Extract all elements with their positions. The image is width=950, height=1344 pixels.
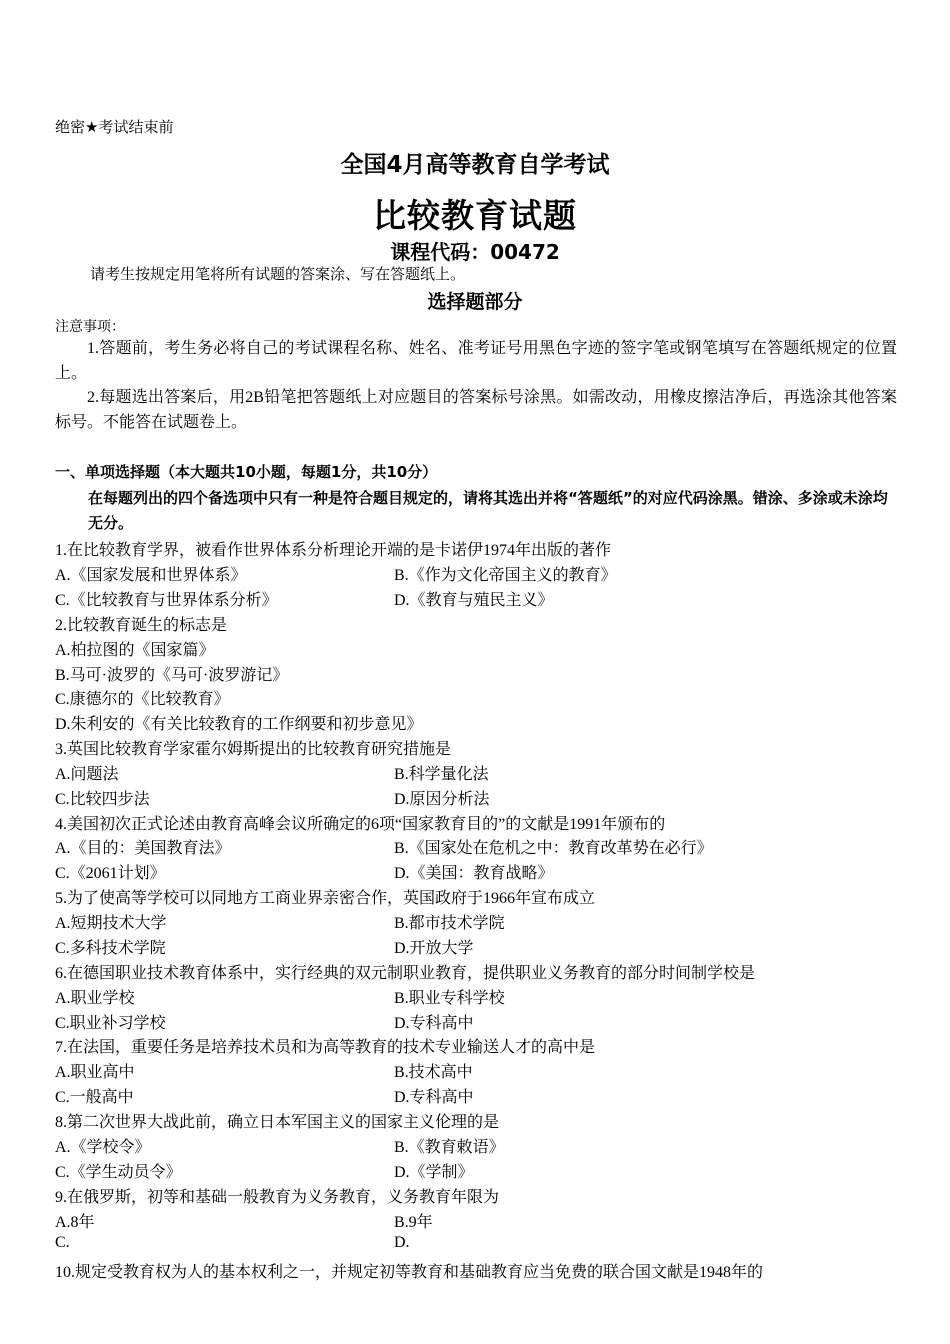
question-option: D.朱利安的《有关比较教育的工作纲要和初步意见》 [55, 716, 423, 733]
note-item: 1.答题前，考生务必将自己的考试课程名称、姓名、准考证号用黑色字迹的签字笔或钢笔填写在答题纸规定的位置上。 [55, 340, 897, 382]
question-stem: 10.规定受教育权为人的基本权利之一，并规定初等教育和基础教育应当免费的联合国文献是1948年的 [55, 1264, 764, 1281]
question-option: B.《教育敕语》 [394, 1139, 505, 1156]
question-option: B.职业专科学校 [394, 990, 505, 1007]
question-option: A.《学校令》 [55, 1139, 151, 1156]
question-option: B.《国家处在危机之中：教育改革势在必行》 [394, 840, 713, 857]
question-option: A.《目的：美国教育法》 [55, 840, 231, 857]
question-option: C.职业补习学校 [55, 1015, 166, 1032]
question-option: D.原因分析法 [394, 791, 490, 808]
question-option: B.马可·波罗的《马可·波罗游记》 [55, 667, 289, 684]
question-stem: 9.在俄罗斯，初等和基础一般教育为义务教育，义务教育年限为 [55, 1189, 500, 1206]
question-option: A.8年 [55, 1214, 95, 1231]
question-option: D.专科高中 [394, 1089, 474, 1106]
question-stem: 2.比较教育诞生的标志是 [55, 617, 228, 634]
question-option: C.《2061计划》 [55, 865, 166, 882]
question-option: B.《作为文化帝国主义的教育》 [394, 567, 617, 584]
section-instruction: 在每题列出的四个备选项中只有一种是符合题目规定的，请将其选出并将“答题纸”的对应代码涂黑。错涂、多涂或未涂均无分。 [88, 489, 888, 532]
section-heading: 一、单项选择题（本大题共10小题，每题1分，共10分） [55, 463, 438, 481]
question-stem: 5.为了使高等学校可以同地方工商业界亲密合作，英国政府于1966年宣布成立 [55, 890, 596, 907]
question-option: C.《学生动员令》 [55, 1164, 182, 1181]
question-option: B.科学量化法 [394, 766, 489, 783]
question-option: C.康德尔的《比较教育》 [55, 691, 230, 708]
question-option: D.《学制》 [394, 1164, 474, 1181]
question-option: C.一般高中 [55, 1089, 134, 1106]
exam-title: 全国4月高等教育自学考试 [340, 152, 610, 178]
part-title: 选择题部分 [427, 291, 523, 313]
question-option: A.职业高中 [55, 1064, 135, 1081]
question-option: D. [394, 1234, 410, 1251]
question-option: A.问题法 [55, 766, 119, 783]
question-option: D.专科高中 [394, 1015, 474, 1032]
question-option: C.多科技术学院 [55, 940, 166, 957]
question-option: C.《比较教育与世界体系分析》 [55, 592, 278, 609]
question-stem: 3.英国比较教育学家霍尔姆斯提出的比较教育研究措施是 [55, 741, 452, 758]
question-option: A.职业学校 [55, 990, 135, 1007]
question-option: A.短期技术大学 [55, 915, 167, 932]
question-option: A.《国家发展和世界体系》 [55, 567, 247, 584]
note-item: 2.每题选出答案后，用2B铅笔把答题纸上对应题目的答案标号涂黑。如需改动，用橡皮擦洁净后，再选涂其他答案标号。不能答在试题卷上。 [55, 389, 897, 431]
question-stem: 8.第二次世界大战此前，确立日本军国主义的国家主义伦理的是 [55, 1114, 500, 1131]
question-option: B.都市技术学院 [394, 915, 505, 932]
question-option: C.比较四步法 [55, 791, 150, 808]
question-option: D.开放大学 [394, 940, 474, 957]
question-option: A.柏拉图的《国家篇》 [55, 642, 215, 659]
question-stem: 1.在比较教育学界，被看作世界体系分析理论开端的是卡诺伊1974年出版的著作 [55, 542, 612, 559]
question-stem: 6.在德国职业技术教育体系中，实行经典的双元制职业教育，提供职业义务教育的部分时间制学校是 [55, 965, 756, 982]
question-stem: 7.在法国，重要任务是培养技术员和为高等教育的技术专业输送人才的高中是 [55, 1039, 596, 1056]
confidential-label: 绝密★考试结束前 [55, 118, 174, 136]
question-option: D.《教育与殖民主义》 [394, 592, 554, 609]
subject-title: 比较教育试题 [373, 196, 577, 235]
answer-instruction: 请考生按规定用笔将所有试题的答案涂、写在答题纸上。 [90, 265, 466, 283]
question-option: C. [55, 1234, 70, 1251]
question-option: B.9年 [394, 1214, 433, 1231]
question-stem: 4.美国初次正式论述由教育高峰会议所确定的6项“国家教育目的”的文献是1991年颁布的 [55, 816, 666, 833]
question-option: D.《美国：教育战略》 [394, 865, 554, 882]
course-code: 课程代码：00472 [390, 240, 560, 264]
question-option: B.技术高中 [394, 1064, 473, 1081]
notes-heading: 注意事项： [55, 319, 125, 335]
